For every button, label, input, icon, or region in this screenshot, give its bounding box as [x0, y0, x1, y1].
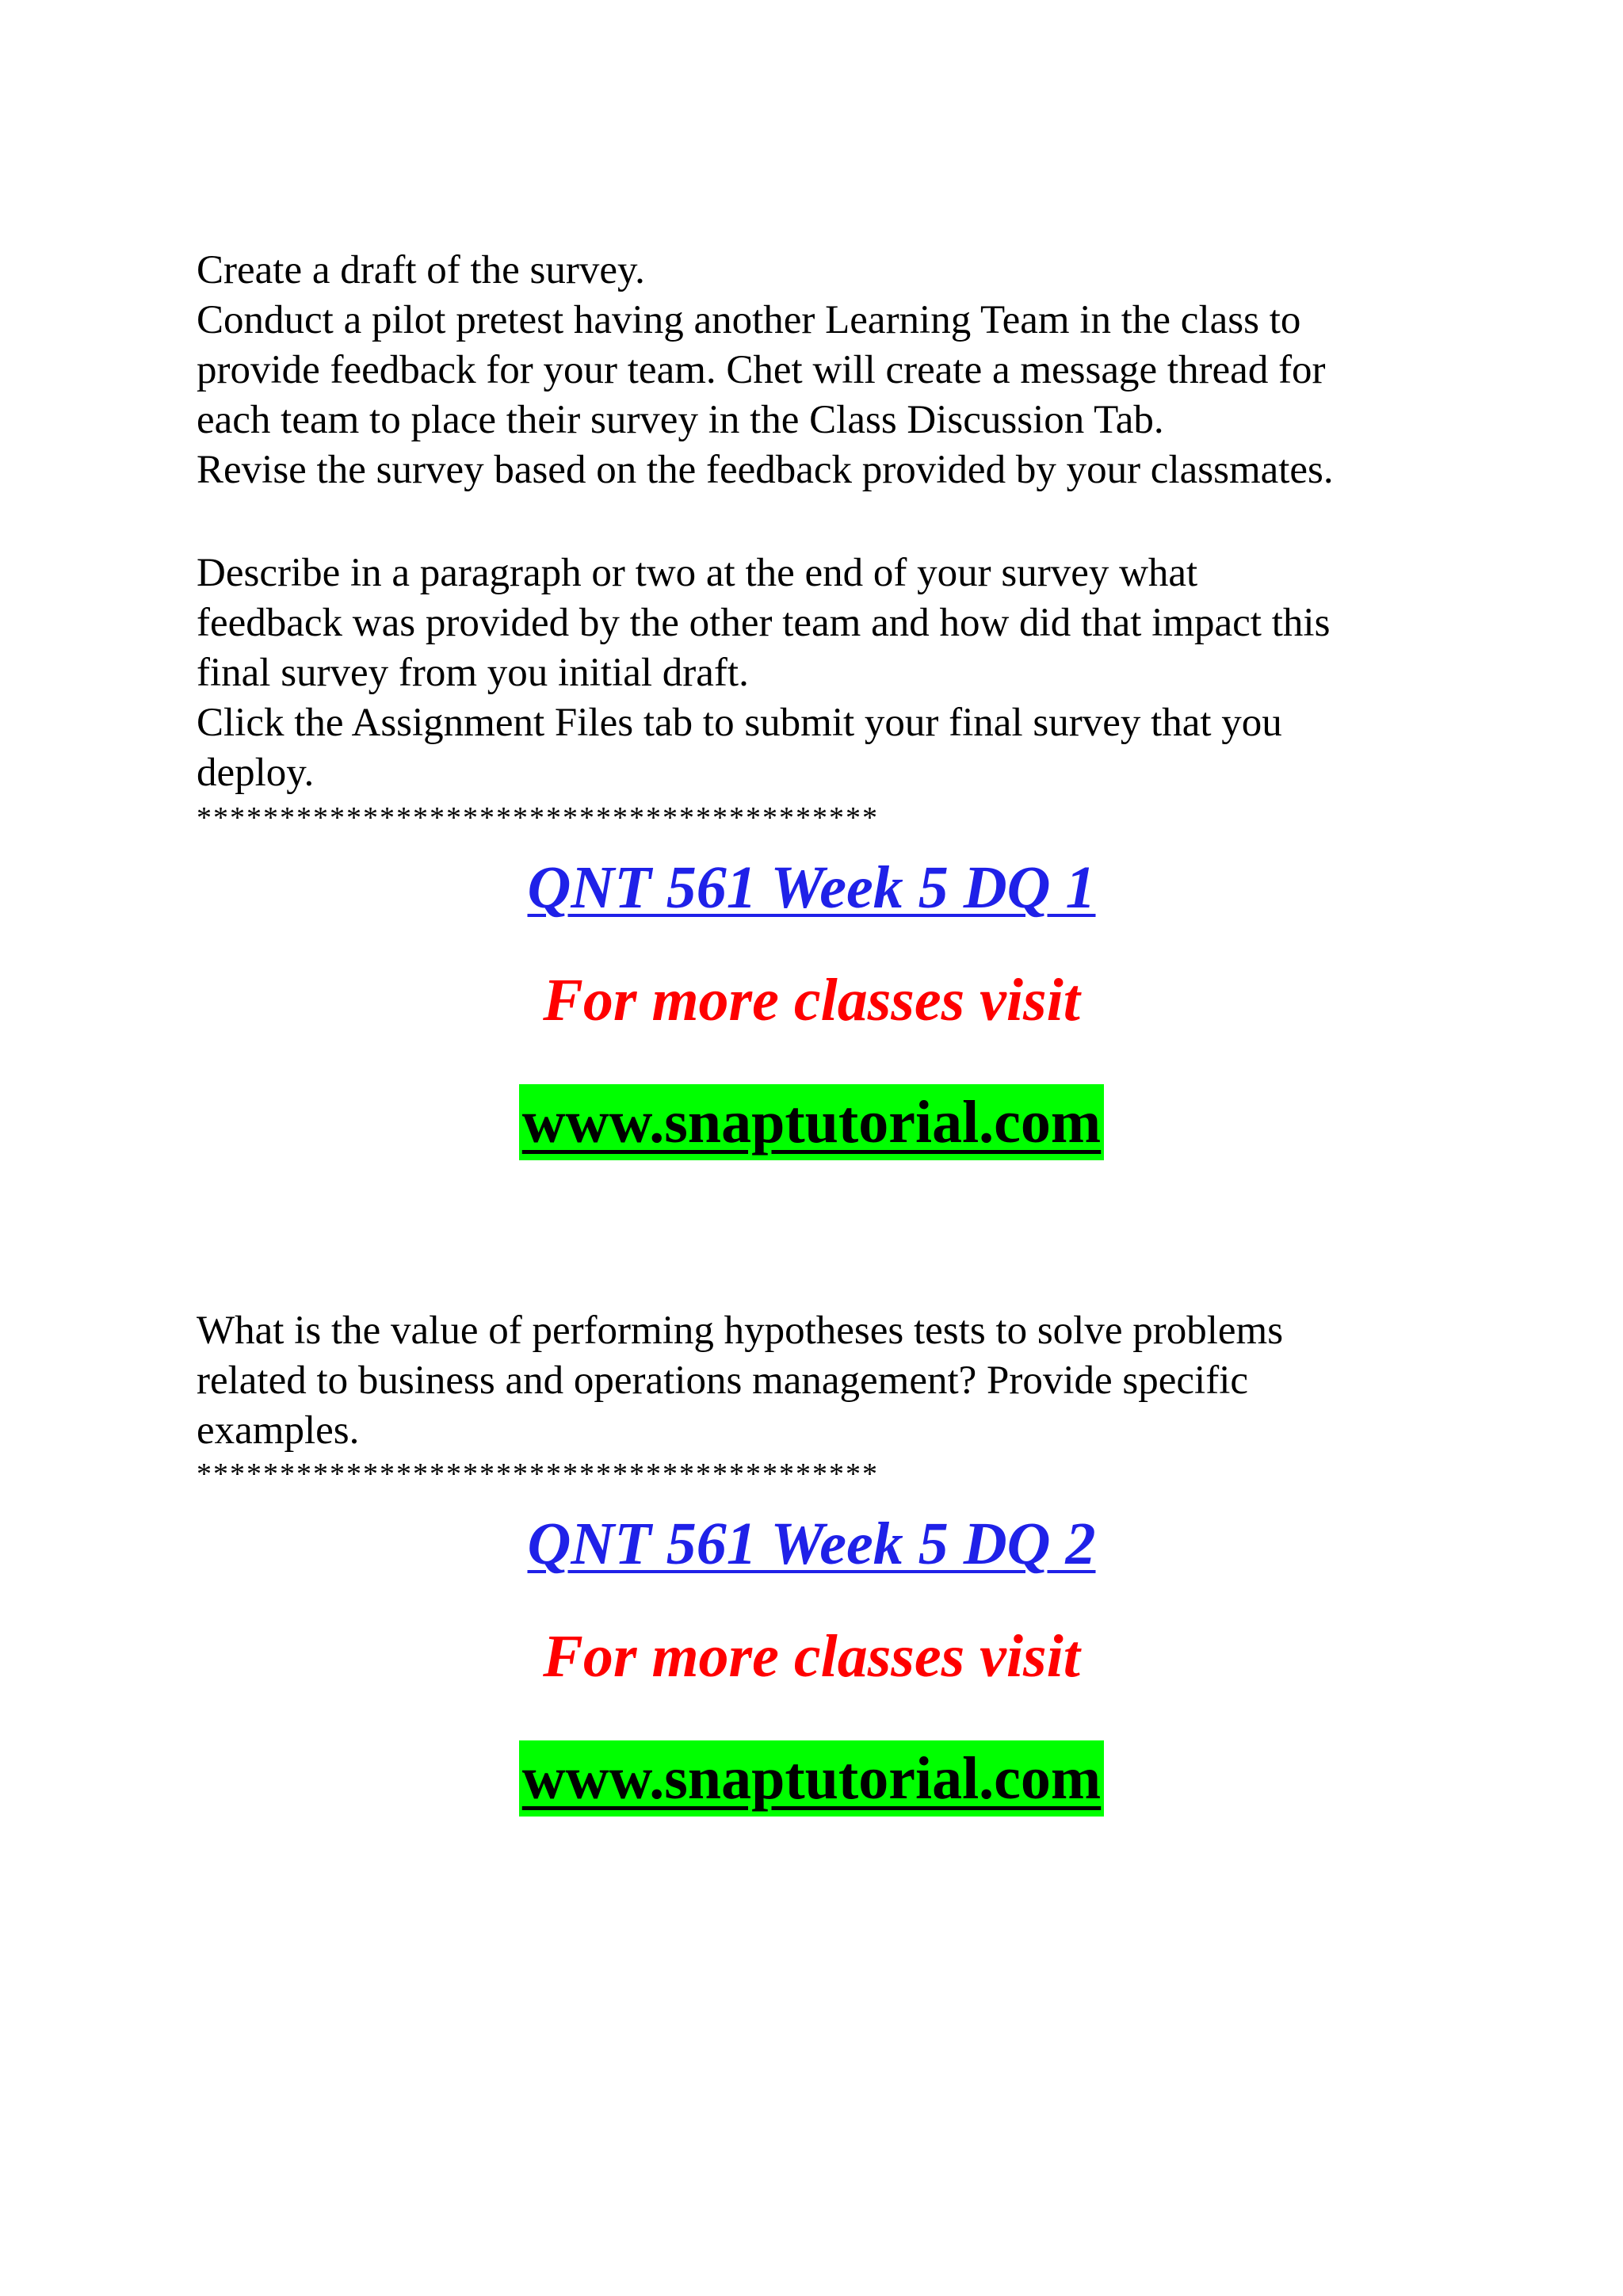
question-line: related to business and operations management? Provide specific: [197, 1358, 1248, 1403]
dq1-visit-text: For more classes visit: [543, 967, 1080, 1033]
instruction-line: Describe in a paragraph or two at the end of your survey what: [197, 551, 1198, 595]
instruction-line: deploy.: [197, 751, 315, 795]
separator-stars: *****************************************: [197, 801, 879, 835]
question-line: What is the value of performing hypotheses tests to solve problems: [197, 1308, 1284, 1353]
question-line: examples.: [197, 1408, 360, 1453]
dq2-title-link[interactable]: QNT 561 Week 5 DQ 2: [527, 1511, 1096, 1577]
dq1-site-link[interactable]: www.snaptutorial.com: [519, 1084, 1104, 1160]
dq1-title-link[interactable]: QNT 561 Week 5 DQ 1: [527, 854, 1096, 921]
hypotheses-question: [197, 1306, 1465, 1456]
dq2-site-link[interactable]: www.snaptutorial.com: [519, 1740, 1104, 1817]
separator-stars: *****************************************: [197, 1457, 879, 1491]
instruction-line: feedback was provided by the other team and how did that impact this: [197, 601, 1331, 645]
survey-feedback-instructions: [197, 548, 1465, 798]
dq1-heading: [0, 852, 1623, 923]
dq2-visit-text: For more classes visit: [543, 1623, 1080, 1690]
dq2-site-wrap: [0, 1740, 1623, 1817]
instruction-line: final survey from you initial draft.: [197, 651, 749, 695]
instruction-line: Revise the survey based on the feedback provided by your classmates.: [197, 448, 1334, 492]
survey-instructions: [197, 246, 1465, 495]
dq2-heading: [0, 1508, 1623, 1580]
instruction-line: Conduct a pilot pretest having another Learning Team in the class to: [197, 298, 1301, 342]
instruction-line: Create a draft of the survey.: [197, 248, 645, 292]
instruction-line: each team to place their survey in the Class Discussion Tab.: [197, 398, 1164, 442]
instruction-line: Click the Assignment Files tab to submit your final survey that you: [197, 701, 1282, 745]
dq1-site-wrap: [0, 1084, 1623, 1160]
instruction-line: provide feedback for your team. Chet will create a message thread for: [197, 348, 1326, 392]
